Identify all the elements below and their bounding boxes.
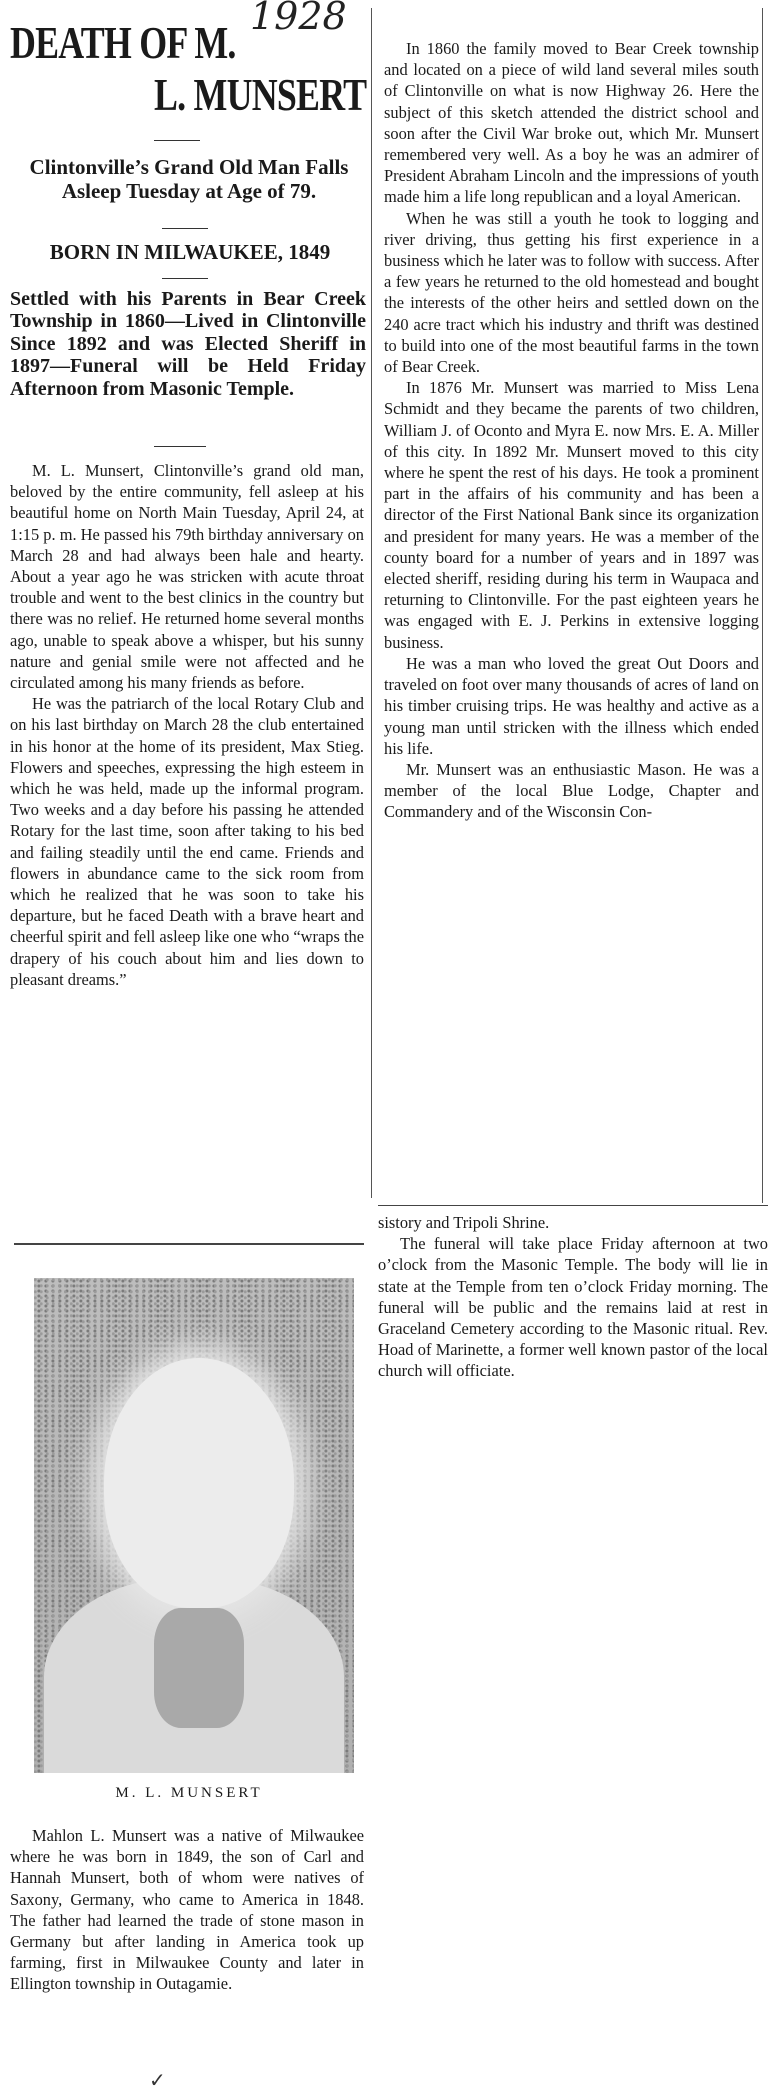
divider-rule [162,228,208,229]
article-paragraph: When he was still a youth he took to logging and river driving, thus getting his first experience in a business which he later was to follow with success. After a few years he returned to the old homestead and bought the interests of the other heirs and settled down on the 240 acre tract which his industry and thrift was destined to build into one of the most beautiful farms in the town of Bear Creek. [384,208,759,377]
born-heading: BORN IN MILWAUKEE, 1849 [49,240,331,264]
pen-mark: ✓ [149,2070,166,2092]
article-paragraph: Mahlon L. Munsert was a native of Milwaukee where he was born in 1849, the son of Carl and Hannah Munsert, both of whom were natives of Saxony, Germany, who came to America in 1848. The father had learned the trade of stone mason in Germany but after landing in America took up farming, first in Milwaukee County and later in Ellington township in Outagamie. [10,1826,364,1994]
article-paragraph: Mr. Munsert was an enthusiastic Mason. He was a member of the local Blue Lodge, Chapter and Commandery and of the Wisconsin Con- [384,759,759,822]
portrait-photo [34,1278,354,1773]
divider-rule [154,446,206,447]
article-continuation [378,1212,768,1382]
summary-deck: Settled with his Parents in Bear Creek Township in 1860—Lived in Clintonville Since 1892 and was Elected Sheriff in 1897—Funeral will be Held Friday Afternoon from Masonic Temple. [10,288,366,400]
article-body-left [10,460,364,990]
article-body-biography [10,1825,364,1995]
divider-rule [154,140,200,141]
article-paragraph: He was the patriarch of the local Rotary Club and on his last birthday on March 28 the club entertained in his honor at the home of its president, Max Stieg. Flowers and speeches, expressing the high esteem in which he was held, made up the informal program. Two weeks and a day before his passing he attended Rotary for the last time, soon after taking to his bed and failing steadily until the end came. Friends and flowers in abundance came to the sick room from which he realized that he was soon to take his departure, but he faced Death with a brave heart and cheerful spirit and fell asleep like one who “wraps the drapery of his couch about him and lies down to pleasant dreams.” [10,694,364,989]
headline-line-1: DEATH OF M. [10,17,236,68]
article-paragraph: He was a man who loved the great Out Doors and traveled on foot over many thousands of acres of land on his timber cruising trips. He was healthy and active as a young man until stricken with the illness which ended his life. [384,653,759,758]
subheadline: Clintonville’s Grand Old Man Falls Asleep Tuesday at Age of 79. [29,155,349,204]
article-paragraph: M. L. Munsert, Clintonville’s grand old man, beloved by the entire community, fell asleep at his beautiful home on North Main Tuesday, April 24, at 1:15 p. m. He passed his 79th birthday anniversary on March 28 and had always been hale and hearty. About a year ago he was stricken with acute throat trouble and went to the best clinics in the country but there was no relief. He returned home several months ago, unable to speak above a whisper, but his sunny nature and genial smile were not affected and he circulated among his many friends as before. [10,461,364,693]
section-rule [14,1243,364,1245]
column-divider [371,8,372,1198]
article-paragraph: In 1860 the family moved to Bear Creek township and located on a piece of wild land several miles south of Clintonville on what is now Highway 26. Here the subject of this sketch attended the district school and soon after the Civil War broke out, which Mr. Munsert remembered very well. As a boy he was an admirer of President Abraham Lincoln and the impressions of youth made him a life long republican and a loyal American. [384,39,759,207]
headline-line-2: L. MUNSERT [154,69,367,120]
article-paragraph: The funeral will take place Friday afternoon at two o’clock from the Masonic Temple. The body will lie in state at the Temple from ten o’clock Friday morning. The funeral will be public and the remains laid at rest in Graceland Cemetery according to the Masonic ritual. Rev. Hoad of Marinette, a former well known pastor of the local church will officiate. [378,1234,768,1381]
article-paragraph: In 1876 Mr. Munsert was married to Miss Lena Schmidt and they became the parents of two children, William J. of Oconto and Myra E. now Mrs. E. A. Miller of this city. In 1892 Mr. Munsert moved to this city where he spent the rest of his days. He took a prominent part in the affairs of his community and has been a director of the First National Bank since its organization and president for many years. He was a member of the county board for a number of years and in 1897 was elected sheriff, residing during his term in Waupaca and returning to Clintonville. For the past eighteen years he was engaged with E. J. Perkins in extensive logging business. [384,378,759,652]
jump-rule [378,1205,768,1206]
photo-caption: M. L. MUNSERT [115,1785,263,1801]
article-body-right [384,38,759,823]
article-paragraph: sistory and Tripoli Shrine. [378,1213,550,1232]
divider-rule [162,278,208,279]
handwritten-year: 1928 [250,0,347,38]
right-edge-rule [762,8,763,1203]
